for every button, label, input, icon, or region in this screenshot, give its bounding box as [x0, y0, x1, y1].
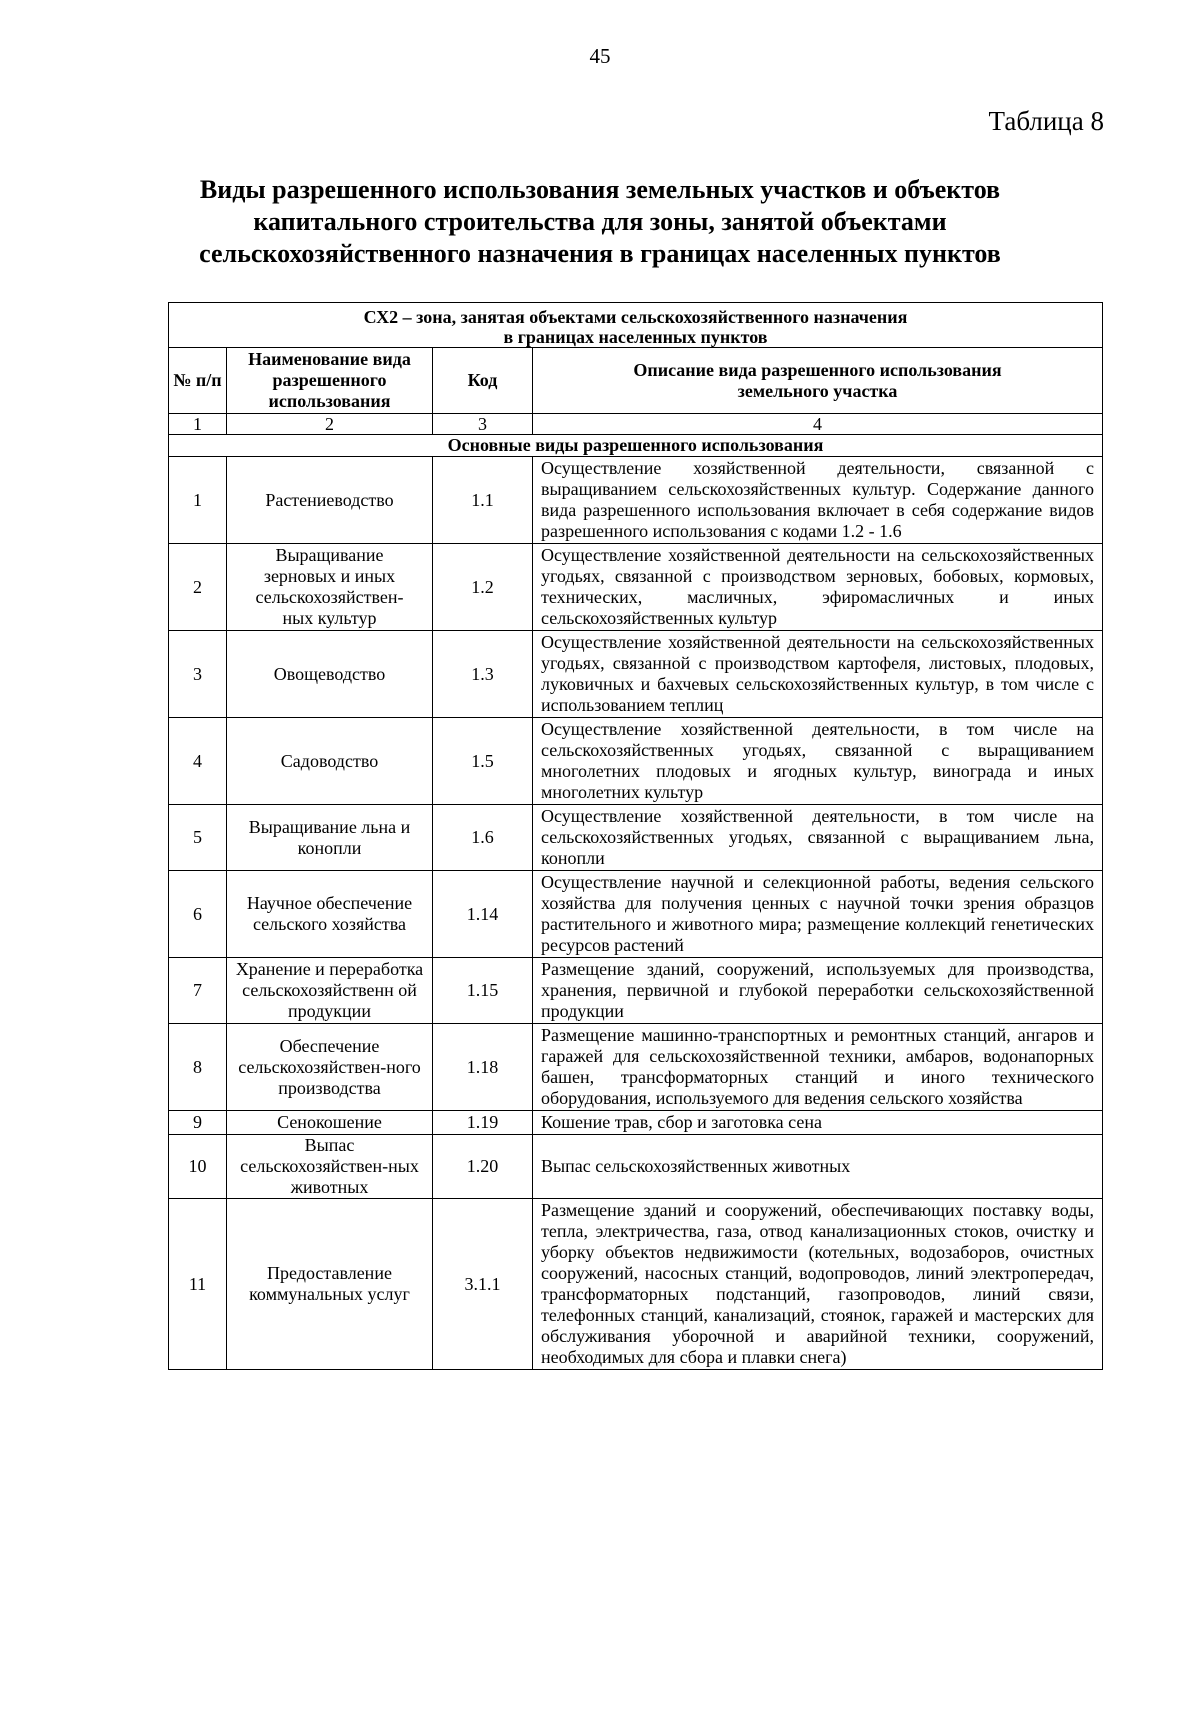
zone-header-line: в границах населенных пунктов	[503, 327, 768, 347]
land-use-table	[168, 302, 1103, 1370]
row-description: Размещение зданий и сооружений, обеспечивающих поставку воды, тепла, электричества, газа, отвод канализационных стоков, очистку и уборку объектов недвижимости (котельных, водозаборов, очистных сооружений, насосных станций, водопроводов, линий электропередач, трансформаторных подстанций, газопроводов, линий связи, телефонных станций, канализаций, стоянок, гаражей и мастерских для обслуживания уборочной и аварийной техники, сооружений, необходимых для сбора и плавки снега)	[533, 1199, 1103, 1370]
row-number: 3	[169, 631, 227, 718]
row-description: Осуществление хозяйственной деятельности, связанной с выращиванием сельскохозяйственных культур. Содержание данного вида разрешенного использования включает в себя содержание видов разрешенного использования с кодами 1.2 - 1.6	[533, 457, 1103, 544]
row-code: 1.18	[433, 1024, 533, 1111]
row-use-name: Обеспечение сельскохозяйствен-ного производства	[227, 1024, 433, 1111]
table-row	[169, 631, 1103, 718]
row-number: 10	[169, 1135, 227, 1199]
column-header-row	[169, 348, 1103, 414]
header-name: Наименование вида разрешенного использования	[227, 348, 433, 414]
row-number: 4	[169, 718, 227, 805]
row-code: 1.5	[433, 718, 533, 805]
section-row	[169, 435, 1103, 457]
title-line: капитального строительства для зоны, занятой объектами	[253, 207, 947, 236]
table-label: Таблица 8	[988, 106, 1104, 136]
document-title	[100, 174, 1100, 270]
row-description: Осуществление хозяйственной деятельности, в том числе на сельскохозяйственных угодьях, связанной с выращиванием льна, конопли	[533, 805, 1103, 871]
header-code: Код	[433, 348, 533, 414]
row-number: 8	[169, 1024, 227, 1111]
row-description: Выпас сельскохозяйственных животных	[533, 1135, 1103, 1199]
row-code: 1.2	[433, 544, 533, 631]
zone-header-row	[169, 303, 1103, 348]
row-use-name: Сенокошение	[227, 1111, 433, 1135]
row-number: 1	[169, 457, 227, 544]
table-row	[169, 544, 1103, 631]
column-number: 4	[533, 414, 1103, 435]
row-code: 1.6	[433, 805, 533, 871]
row-number: 5	[169, 805, 227, 871]
row-number: 7	[169, 958, 227, 1024]
title-line: Виды разрешенного использования земельных участков и объектов	[199, 175, 1001, 204]
row-code: 1.15	[433, 958, 533, 1024]
zone-header-line: СХ2 – зона, занятая объектами сельскохозяйственного назначения	[363, 307, 908, 327]
table-row	[169, 1111, 1103, 1135]
row-number: 9	[169, 1111, 227, 1135]
row-number: 2	[169, 544, 227, 631]
header-num: № п/п	[169, 348, 227, 414]
section-title: Основные виды разрешенного использования	[169, 435, 1103, 457]
zone-header-cell	[169, 303, 1103, 348]
row-code: 1.1	[433, 457, 533, 544]
row-code: 1.19	[433, 1111, 533, 1135]
column-number: 2	[227, 414, 433, 435]
column-number: 1	[169, 414, 227, 435]
table-row	[169, 1199, 1103, 1370]
row-description: Осуществление хозяйственной деятельности на сельскохозяйственных угодьях, связанной с производством зерновых, бобовых, кормовых, технических, масличных, эфиромасличных и иных сельскохозяйственных культур	[533, 544, 1103, 631]
row-use-name: Садоводство	[227, 718, 433, 805]
header-description: Описание вида разрешенного использования земельного участка	[533, 348, 1103, 414]
row-use-name: Хранение и переработка сельскохозяйственн ой продукции	[227, 958, 433, 1024]
row-description: Осуществление хозяйственной деятельности, в том числе на сельскохозяйственных угодьях, связанной с выращиванием многолетних плодовых и ягодных культур, винограда и иных многолетних культур	[533, 718, 1103, 805]
row-description: Осуществление научной и селекционной работы, ведения сельского хозяйства для получения ценных с научной точки зрения образцов растительного и животного мира; размещение коллекций генетических ресурсов растений	[533, 871, 1103, 958]
column-number: 3	[433, 414, 533, 435]
table-row	[169, 805, 1103, 871]
row-code: 1.20	[433, 1135, 533, 1199]
row-code: 3.1.1	[433, 1199, 533, 1370]
page-number: 45	[589, 44, 611, 68]
row-number: 6	[169, 871, 227, 958]
table-row	[169, 958, 1103, 1024]
row-description: Размещение машинно-транспортных и ремонтных станций, ангаров и гаражей для сельскохозяйственной техники, амбаров, водонапорных башен, трансформаторных станций и иного технического оборудования, используемого для ведения сельского хозяйства	[533, 1024, 1103, 1111]
row-description: Размещение зданий, сооружений, используемых для производства, хранения, первичной и глубокой переработки сельскохозяйственной продукции	[533, 958, 1103, 1024]
table-row	[169, 871, 1103, 958]
row-code: 1.3	[433, 631, 533, 718]
row-use-name: Предоставление коммунальных услуг	[227, 1199, 433, 1370]
row-description: Осуществление хозяйственной деятельности на сельскохозяйственных угодьях, связанной с производством картофеля, листовых, плодовых, луковичных и бахчевых сельскохозяйственных культур, в том числе с использованием теплиц	[533, 631, 1103, 718]
row-use-name: Выращивание зерновых и иных сельскохозяйствен-ных культур	[227, 544, 433, 631]
row-use-name: Научное обеспечение сельского хозяйства	[227, 871, 433, 958]
table-row	[169, 457, 1103, 544]
table-row	[169, 718, 1103, 805]
row-use-name: Выращивание льна и конопли	[227, 805, 433, 871]
row-use-name: Растениеводство	[227, 457, 433, 544]
table-row	[169, 1024, 1103, 1111]
title-line: сельскохозяйственного назначения в границах населенных пунктов	[199, 239, 1001, 268]
row-use-name: Овощеводство	[227, 631, 433, 718]
row-code: 1.14	[433, 871, 533, 958]
row-description: Кошение трав, сбор и заготовка сена	[533, 1111, 1103, 1135]
column-number-row	[169, 414, 1103, 435]
table-row	[169, 1135, 1103, 1199]
row-number: 11	[169, 1199, 227, 1370]
row-use-name: Выпас сельскохозяйствен-ных животных	[227, 1135, 433, 1199]
